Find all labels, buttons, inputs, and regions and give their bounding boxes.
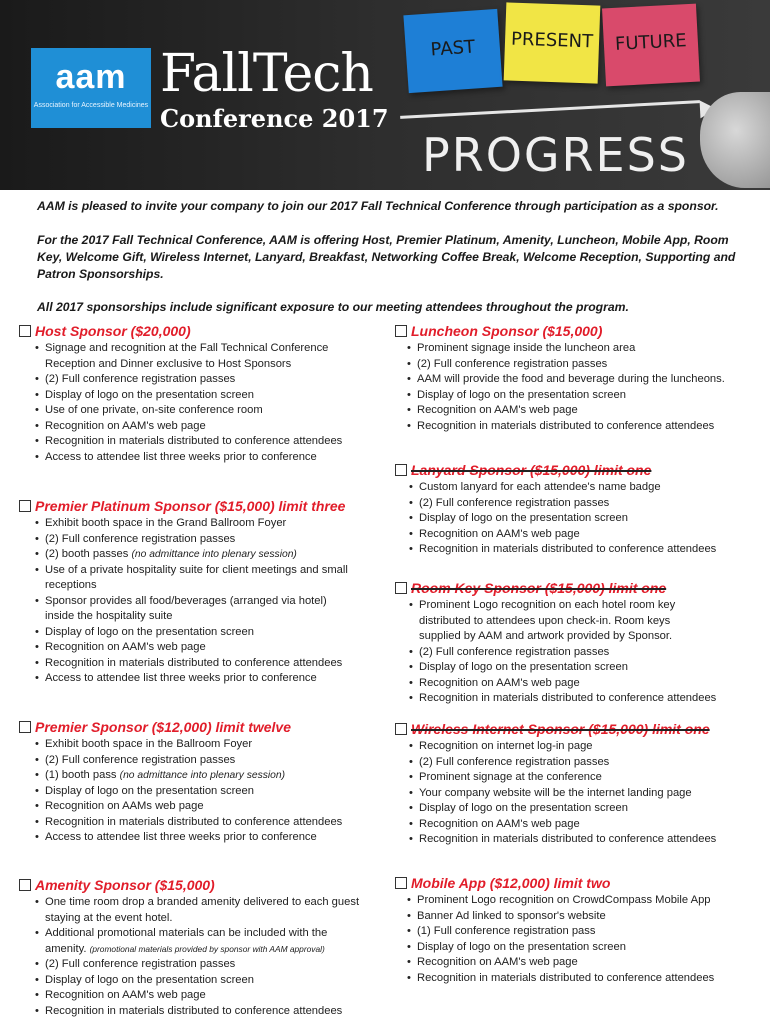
list-item: • Recognition in materials distributed to conference attendees (35, 434, 359, 450)
premier-platinum-checkbox[interactable] (19, 500, 31, 512)
list-item: • Recognition in materials distributed to conference attendees (35, 1004, 367, 1020)
hand-image (700, 92, 770, 188)
lanyard-sponsor-list (409, 480, 765, 558)
list-item: • (2) Full conference registration passes (35, 532, 359, 548)
conference-subtitle: Conference 2017 (160, 104, 389, 133)
luncheon-sponsor-section (395, 322, 765, 434)
sticky-note-present: PRESENT (504, 2, 601, 83)
list-item: • Exhibit booth space in the Grand Ballroom Foyer (35, 516, 359, 532)
list-item: • Additional promotional materials can be included with the amenity. (promotional materials provided by sponsor with AAM approval) (35, 926, 367, 957)
list-item: • Recognition on AAM's web page (35, 419, 359, 435)
list-item: • (2) Full conference registration passes (35, 753, 359, 769)
header-banner (0, 0, 770, 190)
list-item: • (2) Full conference registration passes (35, 372, 359, 388)
wireless-sponsor-section (395, 720, 765, 848)
list-item: • (2) Full conference registration passes (407, 357, 765, 373)
list-item: • Recognition in materials distributed to conference attendees (409, 542, 765, 558)
list-item: • Exhibit booth space in the Ballroom Foyer (35, 737, 359, 753)
wireless-sponsor-list (409, 739, 765, 848)
list-item: • Display of logo on the presentation screen (409, 660, 765, 676)
aam-logo (31, 48, 151, 128)
room-key-sponsor-title: Room Key Sponsor ($15,000) limit one (411, 580, 667, 596)
list-item: • Recognition in materials distributed to conference attendees (407, 971, 765, 987)
lanyard-sponsor-title: Lanyard Sponsor ($15,000) limit one (411, 462, 652, 478)
list-item: • Prominent Logo recognition on each hotel room key distributed to attendees upon check-in. Room keys supplied by AAM and artwork provided by Sponsor. (409, 598, 709, 645)
list-item: • (2) Full conference registration passes (409, 645, 765, 661)
list-item: • Recognition on AAMs web page (35, 799, 359, 815)
list-item: • Recognition on AAM's web page (409, 817, 765, 833)
lanyard-sponsor-checkbox[interactable] (395, 464, 407, 476)
list-item: • Display of logo on the presentation screen (409, 801, 765, 817)
premier-sponsor-list (35, 737, 359, 846)
host-sponsor-checkbox[interactable] (19, 325, 31, 337)
list-item: • Access to attendee list three weeks prior to conference (35, 450, 359, 466)
conference-title: FallTech (160, 44, 373, 104)
list-item: • Prominent Logo recognition on CrowdCompass Mobile App (407, 893, 765, 909)
list-item: • Recognition on AAM's web page (409, 527, 765, 543)
premier-sponsor-checkbox[interactable] (19, 721, 31, 733)
luncheon-sponsor-title: Luncheon Sponsor ($15,000) (411, 323, 603, 339)
room-key-sponsor-checkbox[interactable] (395, 582, 407, 594)
list-item: • (2) booth passes (no admittance into plenary session) (35, 547, 359, 563)
list-item: • Recognition on AAM's web page (35, 988, 367, 1004)
chalk-arrow-line (400, 100, 700, 119)
list-item: • Display of logo on the presentation screen (409, 511, 765, 527)
list-item: • Display of logo on the presentation screen (35, 973, 367, 989)
room-key-sponsor-section (395, 579, 765, 707)
list-item: • Recognition in materials distributed to conference attendees (407, 419, 765, 435)
list-item: • Recognition in materials distributed to conference attendees (409, 691, 765, 707)
list-item: • AAM will provide the food and beverage during the luncheons. (407, 372, 765, 388)
amenity-sponsor-list (35, 895, 367, 1019)
host-sponsor-list (35, 341, 359, 465)
list-item: • Display of logo on the presentation screen (35, 784, 359, 800)
amenity-sponsor-section (19, 876, 367, 1019)
amenity-sponsor-checkbox[interactable] (19, 879, 31, 891)
list-item: • (1) Full conference registration pass (407, 924, 765, 940)
premier-sponsor-title: Premier Sponsor ($12,000) limit twelve (35, 719, 291, 735)
list-item: • Banner Ad linked to sponsor's website (407, 909, 765, 925)
list-item: • Use of a private hospitality suite for client meetings and small receptions (35, 563, 359, 594)
list-item: • Your company website will be the internet landing page (409, 786, 765, 802)
list-item: • Recognition in materials distributed to conference attendees (409, 832, 765, 848)
wireless-sponsor-checkbox[interactable] (395, 723, 407, 735)
list-item: • (2) Full conference registration passes (35, 957, 367, 973)
mobile-app-checkbox[interactable] (395, 877, 407, 889)
list-item: • Display of logo on the presentation screen (35, 388, 359, 404)
list-item: • Access to attendee list three weeks prior to conference (35, 830, 359, 846)
lanyard-sponsor-section (395, 461, 765, 558)
list-item: • Recognition in materials distributed to conference attendees (35, 815, 359, 831)
list-item: • Recognition on AAM's web page (409, 676, 765, 692)
mobile-app-list (407, 893, 765, 986)
list-item: • Recognition on internet log-in page (409, 739, 765, 755)
list-item: • Recognition on AAM's web page (35, 640, 359, 656)
mobile-app-sponsor-section (395, 874, 765, 986)
sticky-note-past: PAST (403, 9, 502, 93)
list-item: • Prominent signage at the conference (409, 770, 765, 786)
wireless-sponsor-title: Wireless Internet Sponsor ($15,000) limit one (411, 721, 710, 737)
amenity-sponsor-title: Amenity Sponsor ($15,000) (35, 877, 215, 893)
list-item: • (1) booth pass (no admittance into plenary session) (35, 768, 359, 784)
list-item: • One time room drop a branded amenity delivered to each guest staying at the event hotel. (35, 895, 367, 926)
mobile-app-title: Mobile App ($12,000) limit two (411, 875, 611, 891)
room-key-sponsor-list (409, 598, 709, 645)
logo-subtext: Association for Accessible Medicines (33, 102, 149, 109)
list-item: • Use of one private, on-site conference room (35, 403, 359, 419)
host-sponsor-section (19, 322, 359, 465)
list-item: • Display of logo on the presentation screen (407, 940, 765, 956)
list-item: • Recognition on AAM's web page (407, 403, 765, 419)
room-key-sponsor-list-rest (409, 645, 765, 707)
intro-paragraph-3: All 2017 sponsorships include significant exposure to our meeting attendees throughout the program. (37, 300, 629, 314)
list-item: • (2) Full conference registration passes (409, 755, 765, 771)
luncheon-sponsor-list (407, 341, 765, 434)
list-item: • (2) Full conference registration passes (409, 496, 765, 512)
luncheon-sponsor-checkbox[interactable] (395, 325, 407, 337)
list-item: • Signage and recognition at the Fall Technical Conference Reception and Dinner exclusive to Host Sponsors (35, 341, 359, 372)
premier-platinum-section (19, 497, 359, 687)
list-item: • Custom lanyard for each attendee's name badge (409, 480, 765, 496)
host-sponsor-title: Host Sponsor ($20,000) (35, 323, 191, 339)
premier-platinum-list (35, 516, 359, 687)
list-item: • Prominent signage inside the luncheon area (407, 341, 765, 357)
list-item: • Display of logo on the presentation screen (407, 388, 765, 404)
chalk-word: PROGRESS (422, 128, 689, 182)
list-item: • Access to attendee list three weeks prior to conference (35, 671, 359, 687)
premier-sponsor-section (19, 718, 359, 846)
logo-text: aam (55, 58, 127, 96)
intro-paragraph-2: For the 2017 Fall Technical Conference, AAM is offering Host, Premier Platinum, Amenity, Luncheon, Mobile App, Room Key, Welcome Gift, Wireless Internet, Lanyard, Breakfast, Networking Coffee Break, Welcome Reception, Supporting and Patron Sponsorships. (37, 233, 736, 281)
list-item: • Display of logo on the presentation screen (35, 625, 359, 641)
list-item: • Recognition on AAM's web page (407, 955, 765, 971)
list-item: • Sponsor provides all food/beverages (arranged via hotel) inside the hospitality suite (35, 594, 359, 625)
list-item: • Recognition in materials distributed to conference attendees (35, 656, 359, 672)
intro-paragraph-1: AAM is pleased to invite your company to join our 2017 Fall Technical Conference through participation as a sponsor. (37, 199, 719, 213)
premier-platinum-title: Premier Platinum Sponsor ($15,000) limit three (35, 498, 346, 514)
sticky-note-future: FUTURE (602, 4, 700, 87)
